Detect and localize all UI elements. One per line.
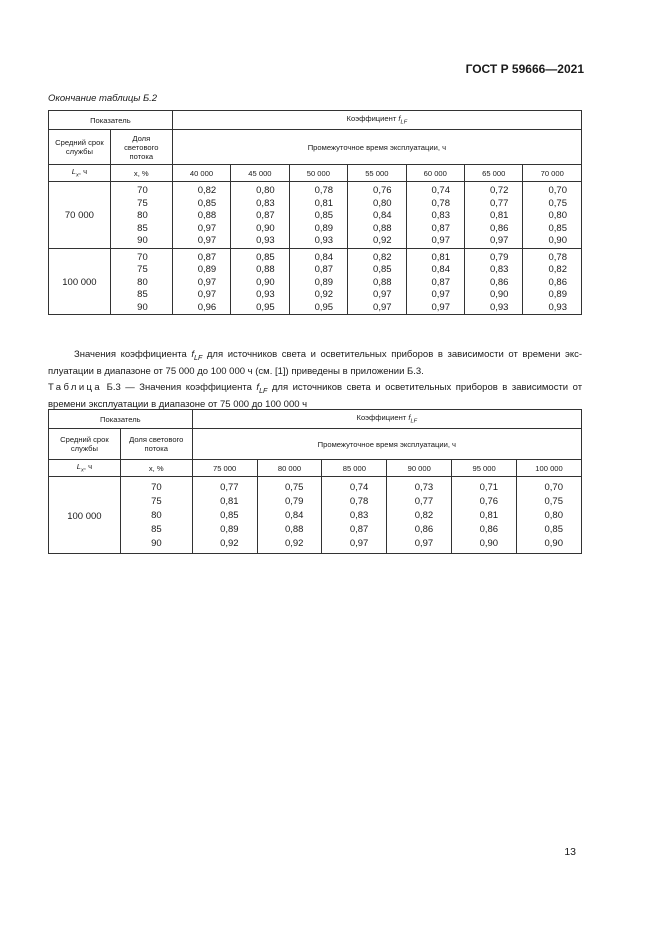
coefficient-value-cell: 0,97 bbox=[465, 235, 523, 248]
table-row bbox=[49, 277, 582, 290]
coefficient-value-cell: 0,82 bbox=[523, 264, 582, 277]
table-row bbox=[49, 210, 582, 223]
coefficient-value-cell: 0,78 bbox=[523, 252, 582, 265]
flux-share-cell: 75 bbox=[120, 494, 192, 508]
coefficient-value-cell: 0,88 bbox=[231, 264, 289, 277]
coefficient-value-cell: 0,70 bbox=[517, 480, 582, 494]
coefficient-value-cell: 0,97 bbox=[172, 223, 230, 236]
coefficient-value-cell: 0,81 bbox=[465, 210, 523, 223]
flux-share-cell: 70 bbox=[110, 185, 172, 198]
time-column-header: 65 000 bbox=[465, 165, 523, 182]
coefficient-value-cell: 0,86 bbox=[387, 522, 452, 536]
coefficient-value-cell: 0,82 bbox=[348, 252, 406, 265]
table-row bbox=[49, 264, 582, 277]
coefficient-value-cell: 0,78 bbox=[289, 185, 347, 198]
coefficient-value-cell: 0,90 bbox=[231, 277, 289, 290]
coefficient-value-cell: 0,79 bbox=[257, 494, 322, 508]
coefficient-value-cell: 0,88 bbox=[257, 522, 322, 536]
coefficient-value-cell: 0,84 bbox=[406, 264, 464, 277]
service-life-cell: 100 000 bbox=[49, 480, 121, 554]
coefficient-value-cell: 0,76 bbox=[452, 494, 517, 508]
coefficient-value-cell: 0,93 bbox=[289, 235, 347, 248]
standard-code: ГОСТ Р 59666—2021 bbox=[465, 62, 584, 76]
coefficient-value-cell: 0,80 bbox=[523, 210, 582, 223]
flux-share-cell: 90 bbox=[110, 235, 172, 248]
coefficient-value-cell: 0,88 bbox=[348, 223, 406, 236]
flux-share-cell: 90 bbox=[120, 536, 192, 554]
table-b2 bbox=[48, 110, 582, 315]
coefficient-header: Коэффициент $f_{LF}$ bbox=[172, 111, 581, 130]
table-row bbox=[49, 494, 582, 508]
indicator-header: Показатель bbox=[49, 410, 193, 429]
coefficient-value-cell: 0,78 bbox=[322, 494, 387, 508]
coefficient-value-cell: 0,82 bbox=[387, 508, 452, 522]
coefficient-value-cell: 0,83 bbox=[231, 198, 289, 211]
coefficient-value-cell: 0,93 bbox=[523, 302, 582, 315]
flux-share-header: Доля светового потока bbox=[110, 130, 172, 165]
coefficient-value-cell: 0,97 bbox=[172, 277, 230, 290]
coefficient-value-cell: 0,90 bbox=[452, 536, 517, 554]
coefficient-value-cell: 0,83 bbox=[322, 508, 387, 522]
coefficient-value-cell: 0,93 bbox=[465, 302, 523, 315]
x-header: x, % bbox=[120, 460, 192, 477]
service-life-cell: 100 000 bbox=[49, 252, 111, 315]
coefficient-value-cell: 0,90 bbox=[517, 536, 582, 554]
table-row bbox=[49, 536, 582, 554]
flux-share-cell: 70 bbox=[120, 480, 192, 494]
time-column-header: 70 000 bbox=[523, 165, 582, 182]
table-row bbox=[49, 185, 582, 198]
lx-header: $L_x$, ч bbox=[49, 165, 111, 182]
coefficient-value-cell: 0,89 bbox=[289, 277, 347, 290]
coefficient-value-cell: 0,77 bbox=[465, 198, 523, 211]
coefficient-value-cell: 0,85 bbox=[231, 252, 289, 265]
coefficient-value-cell: 0,83 bbox=[465, 264, 523, 277]
flux-share-cell: 75 bbox=[110, 264, 172, 277]
coefficient-value-cell: 0,97 bbox=[348, 302, 406, 315]
flux-share-cell: 85 bbox=[110, 223, 172, 236]
coefficient-value-cell: 0,77 bbox=[387, 494, 452, 508]
interim-time-header: Промежуточное время эксплуатации, ч bbox=[192, 429, 581, 460]
coefficient-value-cell: 0,81 bbox=[289, 198, 347, 211]
time-column-header: 95 000 bbox=[452, 460, 517, 477]
flux-share-cell: 90 bbox=[110, 302, 172, 315]
coefficient-value-cell: 0,87 bbox=[172, 252, 230, 265]
table-row bbox=[49, 223, 582, 236]
coefficient-value-cell: 0,97 bbox=[406, 235, 464, 248]
service-life-header: Средний срок службы bbox=[49, 130, 111, 165]
coefficient-value-cell: 0,88 bbox=[172, 210, 230, 223]
coefficient-value-cell: 0,81 bbox=[192, 494, 257, 508]
time-column-header: 45 000 bbox=[231, 165, 289, 182]
coefficient-value-cell: 0,89 bbox=[523, 289, 582, 302]
coefficient-value-cell: 0,97 bbox=[172, 235, 230, 248]
coefficient-value-cell: 0,92 bbox=[192, 536, 257, 554]
coefficient-value-cell: 0,97 bbox=[172, 289, 230, 302]
coefficient-value-cell: 0,87 bbox=[406, 223, 464, 236]
coefficient-value-cell: 0,86 bbox=[523, 277, 582, 290]
coefficient-value-cell: 0,90 bbox=[465, 289, 523, 302]
coefficient-value-cell: 0,89 bbox=[192, 522, 257, 536]
table-row bbox=[49, 302, 582, 315]
coefficient-value-cell: 0,97 bbox=[406, 289, 464, 302]
time-column-header: 100 000 bbox=[517, 460, 582, 477]
coefficient-value-cell: 0,97 bbox=[387, 536, 452, 554]
table-row bbox=[49, 252, 582, 265]
coefficient-value-cell: 0,93 bbox=[231, 289, 289, 302]
coefficient-value-cell: 0,79 bbox=[465, 252, 523, 265]
table-row bbox=[49, 522, 582, 536]
time-column-header: 50 000 bbox=[289, 165, 347, 182]
coefficient-value-cell: 0,74 bbox=[406, 185, 464, 198]
time-column-header: 80 000 bbox=[257, 460, 322, 477]
page-number: 13 bbox=[564, 846, 576, 858]
coefficient-value-cell: 0,84 bbox=[289, 252, 347, 265]
coefficient-value-cell: 0,80 bbox=[517, 508, 582, 522]
table-row bbox=[49, 480, 582, 494]
coefficient-value-cell: 0,72 bbox=[465, 185, 523, 198]
coefficient-value-cell: 0,85 bbox=[172, 198, 230, 211]
coefficient-value-cell: 0,76 bbox=[348, 185, 406, 198]
coefficient-value-cell: 0,95 bbox=[289, 302, 347, 315]
coefficient-value-cell: 0,87 bbox=[289, 264, 347, 277]
time-column-header: 55 000 bbox=[348, 165, 406, 182]
flux-share-cell: 75 bbox=[110, 198, 172, 211]
lx-header: $L_x$, ч bbox=[49, 460, 121, 477]
coefficient-value-cell: 0,70 bbox=[523, 185, 582, 198]
coefficient-value-cell: 0,84 bbox=[348, 210, 406, 223]
coefficient-value-cell: 0,92 bbox=[257, 536, 322, 554]
coefficient-value-cell: 0,86 bbox=[452, 522, 517, 536]
coefficient-value-cell: 0,75 bbox=[257, 480, 322, 494]
flux-share-cell: 70 bbox=[110, 252, 172, 265]
coefficient-value-cell: 0,85 bbox=[289, 210, 347, 223]
table-row bbox=[49, 198, 582, 211]
coefficient-value-cell: 0,80 bbox=[348, 198, 406, 211]
coefficient-value-cell: 0,95 bbox=[231, 302, 289, 315]
table-b2-note: Значения коэффициента $f_{LF}$ для источников света и осветительных приборов в зависимости от времени эксплуатации в диапазоне от 75 000 до 100 000 ч (см. [1]) приведены в приложении Б.3. bbox=[48, 349, 583, 377]
table-row bbox=[49, 235, 582, 248]
coefficient-value-cell: 0,80 bbox=[231, 185, 289, 198]
coefficient-value-cell: 0,97 bbox=[348, 289, 406, 302]
coefficient-value-cell: 0,74 bbox=[322, 480, 387, 494]
coefficient-value-cell: 0,75 bbox=[523, 198, 582, 211]
coefficient-value-cell: 0,78 bbox=[406, 198, 464, 211]
x-header: x, % bbox=[110, 165, 172, 182]
coefficient-value-cell: 0,96 bbox=[172, 302, 230, 315]
flux-share-cell: 80 bbox=[110, 277, 172, 290]
coefficient-value-cell: 0,89 bbox=[172, 264, 230, 277]
coefficient-value-cell: 0,84 bbox=[257, 508, 322, 522]
table-b3 bbox=[48, 409, 582, 554]
coefficient-value-cell: 0,92 bbox=[289, 289, 347, 302]
coefficient-value-cell: 0,73 bbox=[387, 480, 452, 494]
coefficient-value-cell: 0,81 bbox=[452, 508, 517, 522]
coefficient-value-cell: 0,87 bbox=[406, 277, 464, 290]
coefficient-value-cell: 0,77 bbox=[192, 480, 257, 494]
coefficient-value-cell: 0,81 bbox=[406, 252, 464, 265]
time-column-header: 90 000 bbox=[387, 460, 452, 477]
indicator-header: Показатель bbox=[49, 111, 173, 130]
coefficient-value-cell: 0,90 bbox=[523, 235, 582, 248]
coefficient-value-cell: 0,85 bbox=[523, 223, 582, 236]
coefficient-header: Коэффициент $f_{LF}$ bbox=[192, 410, 581, 429]
time-column-header: 85 000 bbox=[322, 460, 387, 477]
time-column-header: 75 000 bbox=[192, 460, 257, 477]
coefficient-value-cell: 0,82 bbox=[172, 185, 230, 198]
coefficient-value-cell: 0,86 bbox=[465, 277, 523, 290]
service-life-cell: 70 000 bbox=[49, 185, 111, 248]
time-column-header: 40 000 bbox=[172, 165, 230, 182]
coefficient-value-cell: 0,87 bbox=[231, 210, 289, 223]
time-column-header: 60 000 bbox=[406, 165, 464, 182]
coefficient-value-cell: 0,92 bbox=[348, 235, 406, 248]
interim-time-header: Промежуточное время эксплуатации, ч bbox=[172, 130, 581, 165]
flux-share-cell: 85 bbox=[110, 289, 172, 302]
flux-share-cell: 80 bbox=[120, 508, 192, 522]
coefficient-value-cell: 0,71 bbox=[452, 480, 517, 494]
coefficient-value-cell: 0,83 bbox=[406, 210, 464, 223]
table-b2-caption: Окончание таблицы Б.2 bbox=[48, 93, 158, 104]
coefficient-value-cell: 0,85 bbox=[192, 508, 257, 522]
coefficient-value-cell: 0,86 bbox=[465, 223, 523, 236]
coefficient-value-cell: 0,75 bbox=[517, 494, 582, 508]
flux-share-cell: 85 bbox=[120, 522, 192, 536]
coefficient-value-cell: 0,88 bbox=[348, 277, 406, 290]
flux-share-cell: 80 bbox=[110, 210, 172, 223]
table-b3-caption: Таблица Б.3 — Значения коэффициента $f_{LF}$ для источников света и осветительных приборов в зависимости от времени эксплуатации в диапазоне от 75 000 до 100 000 ч bbox=[48, 382, 583, 410]
table-row bbox=[49, 508, 582, 522]
coefficient-value-cell: 0,93 bbox=[231, 235, 289, 248]
coefficient-value-cell: 0,87 bbox=[322, 522, 387, 536]
coefficient-value-cell: 0,90 bbox=[231, 223, 289, 236]
table-row bbox=[49, 289, 582, 302]
coefficient-value-cell: 0,97 bbox=[322, 536, 387, 554]
coefficient-value-cell: 0,85 bbox=[348, 264, 406, 277]
coefficient-value-cell: 0,97 bbox=[406, 302, 464, 315]
coefficient-value-cell: 0,89 bbox=[289, 223, 347, 236]
flux-share-header: Доля светового потока bbox=[120, 429, 192, 460]
service-life-header: Средний срок службы bbox=[49, 429, 121, 460]
coefficient-value-cell: 0,85 bbox=[517, 522, 582, 536]
